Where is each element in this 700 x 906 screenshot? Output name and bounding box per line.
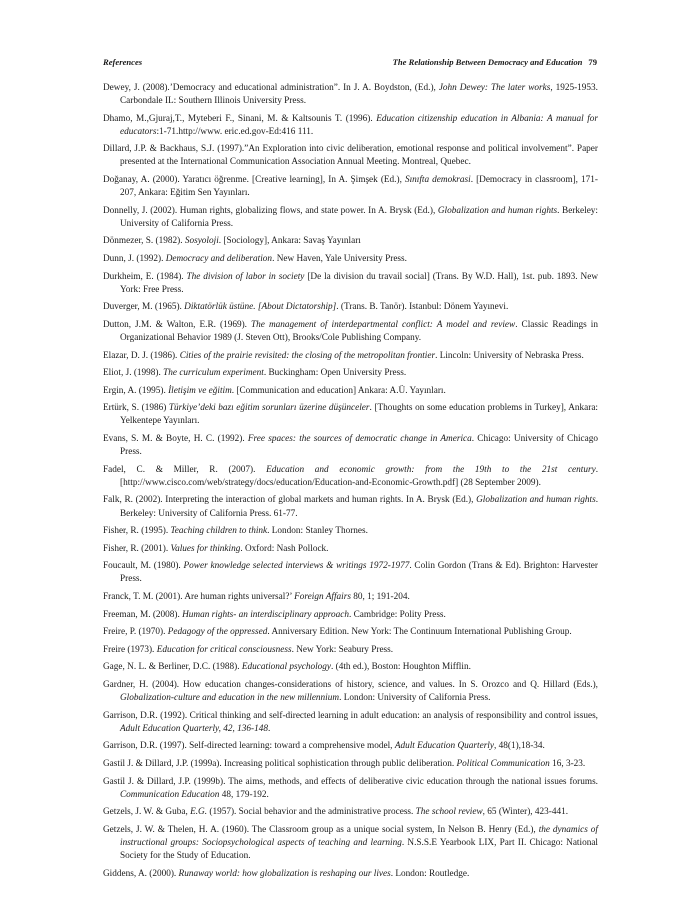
reference-title-italic: Diktatörlük üstüne. [About Dictatorship] <box>184 302 337 313</box>
reference-text: Dillard, J.P. & Backhaus, S.J. (1997).”An Exploration into civic deliberation, emotional response and political involvement”. Paper presented at the International Communication Association Annual Meeting. Montreal, Quebec. <box>103 144 598 168</box>
reference-text: [De la division du travail social] (Trans. By W.D. Hall), 1st. pub. 1893. New York: Free Press. <box>120 271 599 295</box>
reference-text: Doğanay, A. (2000). Yaratıcı öğrenme. [Creative learning], In A. Şimşek (Ed.), <box>103 175 405 186</box>
reference-title-italic: Educational psychology <box>241 662 332 673</box>
reference-text: . Colin Gordon (Trans & Ed). Brighton: Harvester Press. <box>120 561 598 585</box>
reference-text: Duverger, M. (1965). <box>103 302 185 313</box>
reference-text: Gage, N. L. & Berliner, D.C. (1988). <box>103 662 242 673</box>
reference-entry <box>103 679 598 705</box>
reference-text: 48, 179-192. <box>219 789 269 800</box>
reference-title-italic: the dynamics of instructional groups: Sociopsychological aspects of teaching and learning <box>120 824 598 848</box>
reference-entry <box>103 710 598 736</box>
reference-entry <box>103 367 598 380</box>
reference-entry <box>103 806 598 819</box>
reference-text: Gastil J. & Dillard, J.P. (1999b). The aims, methods, and effects of deliberative civic education through the national issues forums. <box>103 776 598 787</box>
reference-text: Donnelly, J. (2002). Human rights, globalizing flows, and state power. In A. Brysk (Ed.), <box>103 205 438 216</box>
reference-text: Foucault, M. (1980). <box>103 561 184 572</box>
reference-text: . London: University of California Press. <box>339 693 491 704</box>
reference-text: Falk, R. (2002). Interpreting the interaction of global markets and human rights. In A. Brysk (Ed.), <box>103 495 477 506</box>
reference-text: . Lincoln: University of Nebraska Press. <box>435 350 584 361</box>
reference-title-italic: Türkiye’deki bazı eğitim sorunları üzerine düşünceler <box>168 403 370 414</box>
reference-entry <box>103 758 598 771</box>
reference-text: . [Democracy in classroom], 171-207, Ankara: Eğitim Sen Yayınları. <box>120 175 598 199</box>
reference-entry <box>103 740 598 753</box>
reference-entry <box>103 319 598 345</box>
reference-text: Garrison, D.R. (1997). Self-directed learning: toward a comprehensive model, <box>103 741 395 752</box>
reference-entry <box>103 560 598 586</box>
reference-text: Dutton, J.M. & Walton, E.R. (1969). <box>103 319 252 330</box>
reference-text: Ertürk, S. (1986) <box>103 403 169 414</box>
reference-text: , 1925-1953. Carbondale IL: Southern Illinois University Press. <box>120 83 598 107</box>
reference-title-italic: Human rights- an interdisciplinary approach <box>182 609 349 620</box>
header-chapter-title: The Relationship Between Democracy and Education <box>392 57 583 67</box>
reference-text: 80, 1; 191-204. <box>350 592 410 602</box>
reference-title-italic: The school review <box>415 807 483 818</box>
reference-text: . New York: Seabury Press. <box>291 644 394 655</box>
reference-text: Evans, S. M. & Boyte, H. C. (1992). <box>103 434 248 445</box>
reference-title-italic: The curriculum experiment <box>163 368 264 379</box>
reference-text: . [Thoughts on some education problems in Turkey], Ankara: Yelkentepe Yayınları. <box>120 403 598 427</box>
reference-text: , 65 (Winter), 423-441. <box>482 807 569 818</box>
reference-list <box>103 82 598 885</box>
reference-title-italic: Adult Education Quarterly, 42, 136-148 <box>120 723 268 734</box>
reference-text: . Buckingham: Open University Press. <box>263 368 407 379</box>
reference-text: . [Communication and education] Ankara: A.Ü. Yayınları. <box>231 385 446 396</box>
reference-text: Fisher, R. (1995). <box>103 526 171 537</box>
reference-entry <box>103 494 598 520</box>
reference-text: Dewey, J. (2008).’Democracy and educational administration”. In J. A. Boydston, (Ed.), <box>103 83 439 93</box>
reference-text: Ergin, A. (1995). <box>103 385 169 396</box>
reference-title-italic: Values for thinking <box>170 543 241 554</box>
reference-text: , 48(1),18-34. <box>493 741 545 752</box>
reference-title-italic: The management of interdepartmental conflict: A model and review <box>251 319 516 330</box>
reference-entry <box>103 205 598 231</box>
reference-text: Freire (1973). <box>103 644 157 655</box>
reference-title-italic: Political Communication <box>456 758 550 769</box>
reference-text: Freire, P. (1970). <box>103 627 168 638</box>
header-section-title: References <box>103 57 143 67</box>
running-header <box>103 57 597 67</box>
reference-entry <box>103 271 598 297</box>
reference-text: . Berkeley: University of California Press. 61-77. <box>120 495 598 519</box>
reference-text: . London: Routledge. <box>390 868 470 879</box>
reference-entry <box>103 82 598 108</box>
reference-title-italic: Education and economic growth: from the 19th to the 21st century <box>266 464 596 475</box>
reference-entry <box>103 143 598 169</box>
reference-text: Dönmezer, S. (1982). <box>103 236 185 247</box>
reference-text: . Anniversary Edition. New York: The Continuum International Publishing Group. <box>267 627 572 638</box>
reference-entry <box>103 609 598 622</box>
reference-text: . N.S.S.E Yearbook LIX, Part II. Chicago: National Society for the Study of Education. <box>120 837 598 861</box>
page-number: 79 <box>588 57 597 67</box>
reference-entry <box>103 644 598 657</box>
reference-entry <box>103 433 598 459</box>
reference-entry <box>103 301 598 314</box>
reference-text: Getzels, J. W. & Guba, <box>103 807 191 818</box>
reference-entry <box>103 661 598 674</box>
reference-text: . (Trans. B. Tanör). Istanbul: Dönem Yayınevi. <box>336 302 509 313</box>
reference-title-italic: Education citizenship education in Albania: A manual for educators <box>120 113 598 137</box>
reference-title-italic: E.G. <box>190 807 208 818</box>
reference-title-italic: Globalization and human rights <box>437 205 558 216</box>
reference-title-italic: Sınıfta demokrasi <box>404 175 471 186</box>
reference-title-italic: Sosyoloji <box>184 236 219 247</box>
reference-text: (1957). Social behavior and the administrative process. <box>207 807 416 818</box>
reference-text: . Classic Readings in Organizational Behavior 1989 (J. Steven Ott), Brooks/Cole Publishing Company. <box>120 319 599 343</box>
reference-entry <box>103 350 598 363</box>
reference-entry <box>103 543 598 556</box>
reference-title-italic: Power knowledge selected interviews & writings 1972-1977 <box>183 561 410 572</box>
reference-text: . Oxford: Nash Pollock. <box>240 543 329 554</box>
reference-text: Eliot, J. (1998). <box>103 368 164 379</box>
reference-entry <box>103 591 598 604</box>
reference-text: . New Haven, Yale University Press. <box>272 254 407 265</box>
reference-text: 16, 3-23. <box>549 758 586 769</box>
header-right <box>393 57 597 67</box>
reference-text: Giddens, A. (2000). <box>103 868 179 879</box>
reference-text: . <box>268 723 271 734</box>
reference-title-italic: Adult Education Quarterly <box>394 741 494 752</box>
reference-text: Getzels, J. W. & Thelen, H. A. (1960). The Classroom group as a unique social system, In Nelson B. Henry (Ed.), <box>103 824 539 835</box>
reference-title-italic: Education for critical consciousness <box>156 644 292 655</box>
reference-entry <box>103 868 598 881</box>
reference-text: Fadel, C. & Miller, R. (2007). <box>103 464 267 475</box>
reference-entry <box>103 464 598 490</box>
reference-title-italic: Communication Education <box>120 789 220 800</box>
reference-title-italic: İletişim ve eğitim <box>168 385 232 396</box>
reference-title-italic: Democracy and deliberation <box>165 254 273 265</box>
reference-text: Garrison, D.R. (1992). Critical thinking and self-directed learning in adult education: an analysis of responsibility and control issues, <box>103 710 598 721</box>
reference-title-italic: Globalization-culture and education in the new millennium <box>120 693 340 704</box>
reference-text: Dhamo, M.,Gjuraj,T., Myteberi F., Sinani, M. & Kaltsounis T. (1996). <box>103 113 377 124</box>
reference-text: :1-71.http://www. eric.ed.gov-Ed:416 111. <box>156 126 314 137</box>
reference-text: . Chicago: University of Chicago Press. <box>120 434 598 458</box>
reference-entry <box>103 626 598 639</box>
reference-title-italic: Teaching children to think <box>170 526 268 537</box>
reference-text: Durkheim, E. (1984). <box>103 271 187 282</box>
reference-title-italic: Cities of the prairie revisited: the closing of the metropolitan frontier <box>179 350 436 361</box>
reference-title-italic: Foreign Affairs <box>294 592 351 602</box>
reference-text: . Berkeley: University of California Press. <box>120 205 598 229</box>
reference-title-italic: Runaway world: how globalization is reshaping our lives <box>178 868 391 879</box>
reference-text: Gardner, H. (2004). How education changes-considerations of history, science, and values. In S. Orozco and Q. Hillard (Eds.), <box>103 679 598 690</box>
reference-text: . London: Stanley Thornes. <box>267 526 368 537</box>
reference-text: . Cambridge: Polity Press. <box>348 609 446 620</box>
reference-text: . [Sociology], Ankara: Savaş Yayınları <box>218 236 361 247</box>
reference-entry <box>103 235 598 248</box>
reference-text: Gastil J. & Dillard, J.P. (1999a). Increasing political sophistication through public deliberation. <box>103 758 457 769</box>
reference-entry <box>103 824 598 863</box>
reference-entry <box>103 113 598 139</box>
reference-text: Freeman, M. (2008). <box>103 609 183 620</box>
reference-text: Dunn, J. (1992). <box>103 254 166 265</box>
reference-entry <box>103 402 598 428</box>
reference-entry <box>103 174 598 200</box>
reference-entry <box>103 525 598 538</box>
reference-text: . (4th ed.), Boston: Houghton Mifflin. <box>331 662 471 673</box>
reference-text: Franck, T. M. (2001). Are human rights universal?’ <box>103 592 295 602</box>
reference-title-italic: The division of labor in society <box>186 271 305 282</box>
reference-text: . [http://www.cisco.com/web/strategy/docs/education/Education-and-Economic-Growth.pdf] (28 September 2009). <box>120 464 598 488</box>
reference-entry <box>103 253 598 266</box>
reference-entry <box>103 385 598 398</box>
reference-title-italic: Free spaces: the sources of democratic change in America <box>247 434 472 445</box>
reference-title-italic: John Dewey: The later works <box>438 83 551 93</box>
reference-text: Fisher, R. (2001). <box>103 543 171 554</box>
reference-title-italic: Pedagogy of the oppressed <box>167 627 268 638</box>
reference-text: Elazar, D. J. (1986). <box>103 350 180 361</box>
reference-entry <box>103 776 598 802</box>
reference-title-italic: Globalization and human rights <box>476 495 596 506</box>
